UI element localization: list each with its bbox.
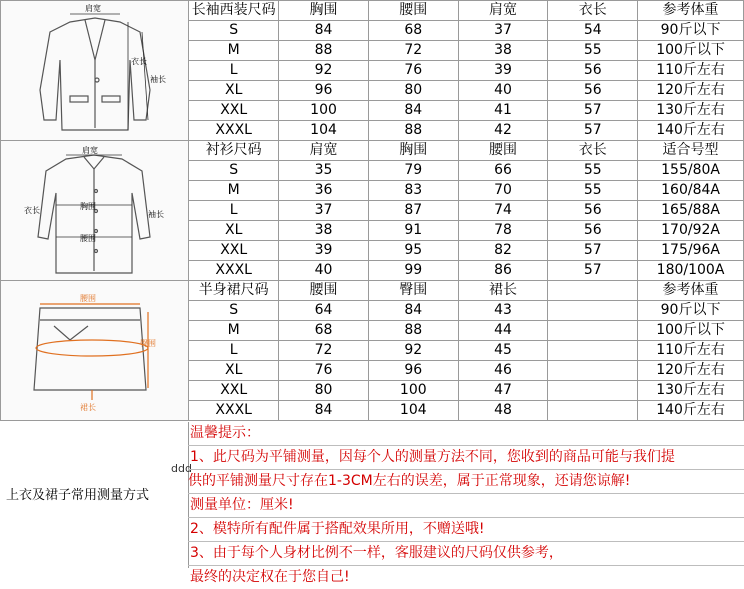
shirt-cell: 40 [279, 261, 369, 281]
skirt-cell: 120斤左右 [638, 361, 744, 381]
jacket-label-sleeve: 袖长 [150, 75, 166, 84]
skirt-cell: M [189, 321, 279, 341]
jacket-cell: S [189, 21, 279, 41]
note-line: 最终的决定权在于您自己! [190, 569, 350, 585]
jacket-cell: 104 [279, 121, 369, 141]
skirt-cell: 46 [458, 361, 548, 381]
jacket-cell: 100斤以下 [638, 41, 744, 61]
skirt-cell: 88 [368, 321, 458, 341]
skirt-header-cell [548, 281, 638, 301]
shirt-cell: 57 [548, 261, 638, 281]
shirt-cell: 70 [458, 181, 548, 201]
ddd-text: ddd [171, 462, 192, 475]
skirt-label-length: 裙长 [80, 403, 96, 412]
jacket-cell: 84 [279, 21, 369, 41]
jacket-header-cell: 参考体重 [638, 1, 744, 21]
skirt-header-cell: 裙长 [458, 281, 548, 301]
shirt-cell: M [189, 181, 279, 201]
shirt-cell: 83 [368, 181, 458, 201]
skirt-cell: 48 [458, 401, 548, 421]
jacket-cell: 56 [548, 61, 638, 81]
jacket-cell: 88 [279, 41, 369, 61]
jacket-cell: 41 [458, 101, 548, 121]
shirt-cell: 155/80A [638, 161, 744, 181]
skirt-header-cell: 臀围 [368, 281, 458, 301]
jacket-cell: 37 [458, 21, 548, 41]
shirt-cell: 56 [548, 221, 638, 241]
jacket-cell: 54 [548, 21, 638, 41]
shirt-cell: S [189, 161, 279, 181]
skirt-cell: 104 [368, 401, 458, 421]
skirt-header-cell: 参考体重 [638, 281, 744, 301]
jacket-label-length: 衣长 [131, 57, 147, 66]
shirt-cell: 55 [548, 181, 638, 201]
shirt-cell: XXXL [189, 261, 279, 281]
shirt-cell: 91 [368, 221, 458, 241]
note-line: 测量单位：厘米! [188, 494, 744, 518]
skirt-cell [548, 341, 638, 361]
shirt-cell: 74 [458, 201, 548, 221]
jacket-cell: 110斤左右 [638, 61, 744, 81]
jacket-cell: XXL [189, 101, 279, 121]
jacket-cell: 88 [368, 121, 458, 141]
skirt-cell: 47 [458, 381, 548, 401]
skirt-cell: 100 [368, 381, 458, 401]
shirt-header-cell: 肩宽 [279, 141, 369, 161]
jacket-cell: 84 [368, 101, 458, 121]
shirt-cell: 79 [368, 161, 458, 181]
skirt-cell: 76 [279, 361, 369, 381]
skirt-cell: 72 [279, 341, 369, 361]
skirt-label-waist: 腰围 [80, 294, 96, 303]
skirt-header-cell: 半身裙尺码 [189, 281, 279, 301]
notes-panel [188, 422, 744, 585]
jacket-cell: 80 [368, 81, 458, 101]
shirt-header-cell: 适合号型 [638, 141, 744, 161]
skirt-cell: 80 [279, 381, 369, 401]
jacket-cell: 130斤左右 [638, 101, 744, 121]
shirt-cell: 95 [368, 241, 458, 261]
jacket-cell: L [189, 61, 279, 81]
jacket-header-cell: 肩宽 [458, 1, 548, 21]
skirt-cell: 68 [279, 321, 369, 341]
shirt-label-waist: 腰围 [80, 234, 96, 243]
skirt-cell: XXXL [189, 401, 279, 421]
skirt-diagram [0, 282, 188, 422]
skirt-cell [548, 301, 638, 321]
jacket-cell: 68 [368, 21, 458, 41]
skirt-cell: XXL [189, 381, 279, 401]
jacket-cell: 57 [548, 121, 638, 141]
shirt-cell: 86 [458, 261, 548, 281]
shirt-cell: 56 [548, 201, 638, 221]
shirt-cell: L [189, 201, 279, 221]
jacket-cell: 140斤左右 [638, 121, 744, 141]
jacket-cell: 57 [548, 101, 638, 121]
shirt-cell: 35 [279, 161, 369, 181]
shirt-cell: 170/92A [638, 221, 744, 241]
jacket-header-cell: 长袖西装尺码 [189, 1, 279, 21]
jacket-header-cell: 胸围 [279, 1, 369, 21]
note-line: 供的平铺测量尺寸存在1-3CM左右的误差，属于正常现象，还请您谅解! [188, 470, 744, 494]
shirt-cell: XL [189, 221, 279, 241]
jacket-cell: 92 [279, 61, 369, 81]
skirt-cell [548, 381, 638, 401]
shirt-header-cell: 胸围 [368, 141, 458, 161]
measurement-method-cell [0, 422, 189, 568]
shirt-cell: 175/96A [638, 241, 744, 261]
skirt-cell: 84 [368, 301, 458, 321]
skirt-cell: L [189, 341, 279, 361]
skirt-cell: 110斤左右 [638, 341, 744, 361]
shirt-label-chest: 胸围 [80, 202, 96, 211]
shirt-label-top: 肩宽 [82, 146, 98, 155]
skirt-label-hip: 臀围 [140, 339, 156, 348]
shirt-cell: 82 [458, 241, 548, 261]
jacket-header-cell: 衣长 [548, 1, 638, 21]
skirt-header-cell: 腰围 [279, 281, 369, 301]
shirt-header-cell: 腰围 [458, 141, 548, 161]
skirt-cell: 44 [458, 321, 548, 341]
shirt-label-sleeve: 袖长 [148, 210, 164, 219]
skirt-cell: S [189, 301, 279, 321]
skirt-cell: 45 [458, 341, 548, 361]
skirt-cell: 90斤以下 [638, 301, 744, 321]
jacket-cell: 76 [368, 61, 458, 81]
shirt-cell: 55 [548, 161, 638, 181]
skirt-cell: 64 [279, 301, 369, 321]
jacket-cell: 90斤以下 [638, 21, 744, 41]
shirt-cell: 160/84A [638, 181, 744, 201]
skirt-cell: 130斤左右 [638, 381, 744, 401]
note-line: 2、模特所有配件属于搭配效果所用，不赠送哦! [188, 518, 744, 542]
shirt-label-length: 衣长 [24, 206, 40, 215]
jacket-diagram [0, 0, 188, 140]
skirt-cell [548, 321, 638, 341]
jacket-cell: 72 [368, 41, 458, 61]
jacket-cell: XXXL [189, 121, 279, 141]
jacket-cell: 100 [279, 101, 369, 121]
shirt-cell: 66 [458, 161, 548, 181]
skirt-cell: 140斤左右 [638, 401, 744, 421]
shirt-cell: XXL [189, 241, 279, 261]
shirt-header-cell: 衣长 [548, 141, 638, 161]
jacket-cell: 42 [458, 121, 548, 141]
shirt-cell: 78 [458, 221, 548, 241]
jacket-cell: 39 [458, 61, 548, 81]
note-line: 温馨提示： [188, 422, 744, 446]
skirt-cell: XL [189, 361, 279, 381]
shirt-cell: 99 [368, 261, 458, 281]
note-line: 3、由于每个人身材比例不一样，客服建议的尺码仅供参考， [188, 542, 744, 566]
jacket-label-top: 肩宽 [85, 4, 101, 13]
shirt-cell: 87 [368, 201, 458, 221]
measurement-method-label: 上衣及裙子常用测量方式 [6, 488, 150, 503]
shirt-cell: 38 [279, 221, 369, 241]
skirt-cell: 43 [458, 301, 548, 321]
jacket-cell: 120斤左右 [638, 81, 744, 101]
jacket-cell: XL [189, 81, 279, 101]
skirt-cell: 96 [368, 361, 458, 381]
jacket-header-cell: 腰围 [368, 1, 458, 21]
shirt-cell: 57 [548, 241, 638, 261]
skirt-cell [548, 361, 638, 381]
skirt-cell: 92 [368, 341, 458, 361]
shirt-cell: 39 [279, 241, 369, 261]
jacket-cell: 38 [458, 41, 548, 61]
jacket-cell: M [189, 41, 279, 61]
shirt-cell: 36 [279, 181, 369, 201]
jacket-cell: 55 [548, 41, 638, 61]
jacket-cell: 56 [548, 81, 638, 101]
shirt-cell: 37 [279, 201, 369, 221]
shirt-diagram [0, 141, 188, 281]
skirt-cell: 84 [279, 401, 369, 421]
shirt-header-cell: 衬衫尺码 [189, 141, 279, 161]
shirt-cell: 180/100A [638, 261, 744, 281]
jacket-cell: 40 [458, 81, 548, 101]
jacket-cell: 96 [279, 81, 369, 101]
note-line: 1、此尺码为平铺测量，因每个人的测量方法不同，您收到的商品可能与我们提 [188, 446, 744, 470]
skirt-cell [548, 401, 638, 421]
shirt-cell: 165/88A [638, 201, 744, 221]
skirt-cell: 100斤以下 [638, 321, 744, 341]
